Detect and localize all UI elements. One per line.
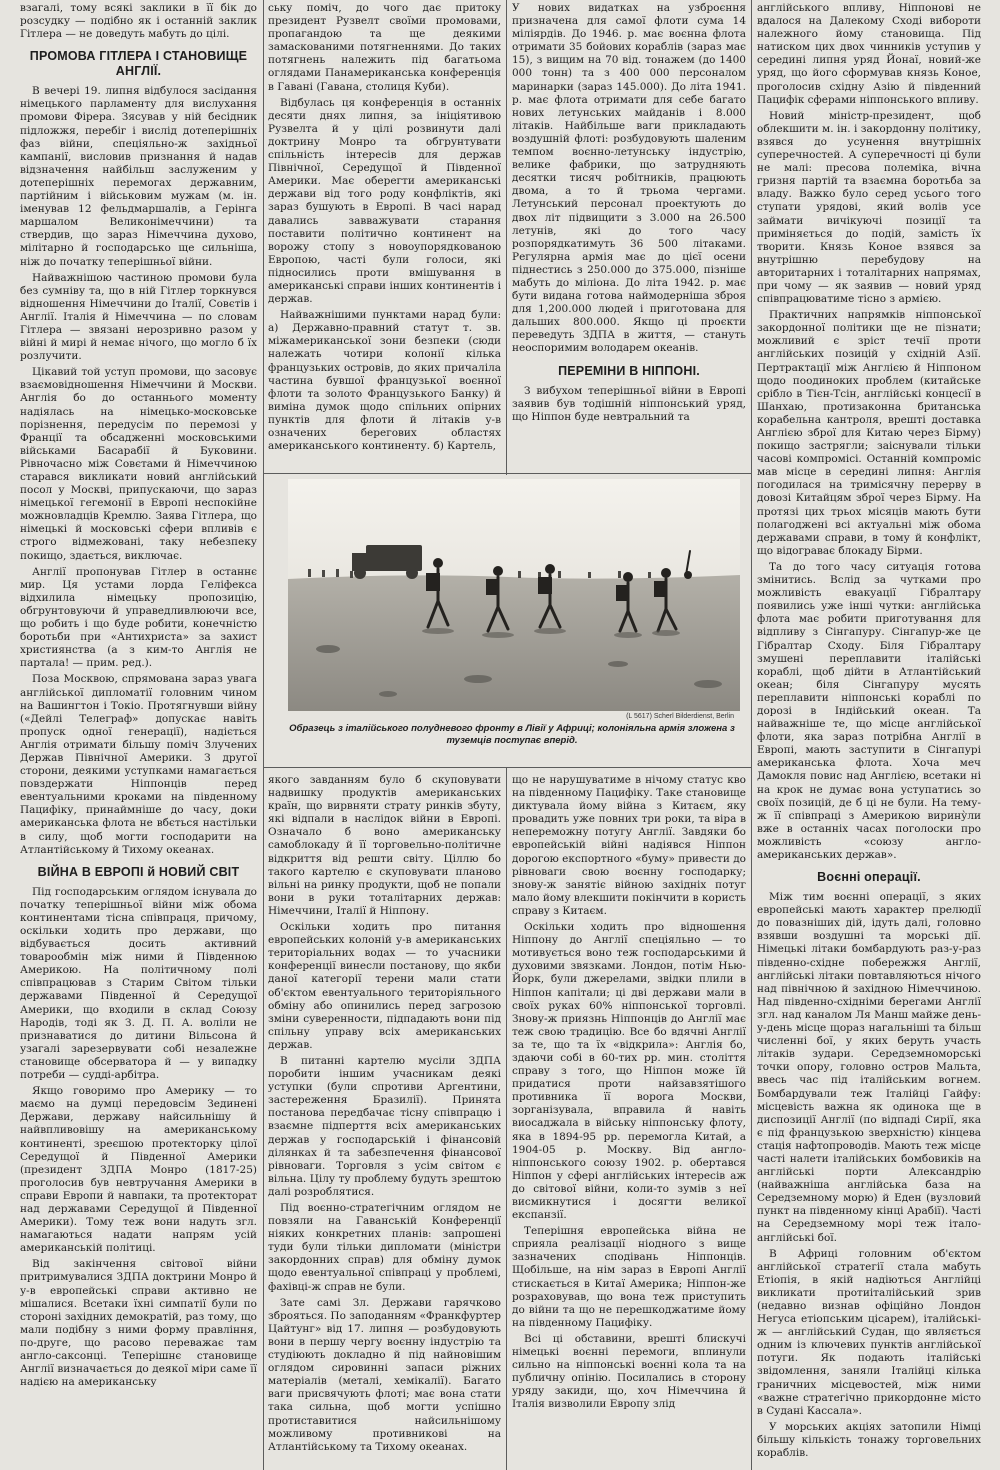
paragraph: Від закінчення світової війни притримувалися ЗДПА доктрини Монро й у-в европейські справи активно не мішалися. Всетаки їхні симпатії були по стороні західних демократій, раз тому, що мали подібну з ними форму правління, по-друге, що расово переважає там англо-саксонці. Теперішнє становище Англії визначається до деякої міри саме її надією на американську [20, 1258, 257, 1389]
column-rule [263, 0, 264, 1470]
paragraph: Якщо говоримо про Америку — то маємо на думці передовсім Зединені Держави, державу найсильнішу й найвпливовішу на американському континенті, зреєшою протекторку цілої Середущої й Південної Америки (президент ЗДПА Монро (1817-25) проголосив був невтручання Америки в справи Европи й навпаки, та протекторат над державами Середущої й Південної Америки). Тому теж вони надуть згл. намагаються надати напрям усій американській політиці. [20, 1085, 257, 1255]
paragraph: ську поміч, до чого дає притоку президент Рузвелт своїми промовами, пропагандою та ще деякими замаскованими потягненнями. До таких потягнень належить під багатьома оглядами Панамериканська конференція в Гавані (Гавана, столиця Куби). [268, 2, 501, 93]
section-heading: ПЕРЕМІНИ В НІППОНІ. [558, 363, 700, 378]
paragraph: Теперішня европейська війна не сприяла реалізації ніодного з вище зазначених сподівань Ніппонців. Щобільше, на нім зараз в Европі Англії стискається в Китаї Америка; Ніппон-же розраховував, що вона теж приступить до війни та що не перешкоджатиме йому на південному Пацифіку. [512, 1225, 746, 1329]
paragraph: Під воєнно-стратегічним оглядом не повзяли на Гаванській Конференції ніяких конкретних планів: запрошені туди були тільки дипломати (міністри закордонних справ) для обміну думок щодо евентуальної співпраці у проблемі, фахівці-ж справ не були. [268, 1202, 501, 1293]
desert-troops-photo [288, 479, 740, 711]
paragraph: Між тим воєнні операції, з яких европейські мають характер прелюдії до повазніших дій, ідуть далі, головно взявши воздушні та морські дії. Німецькі літаки бомбардують раз-у-раз південно-східне побережжя Англії, англійські літаки повтавляються нічого над північною й західною Німеччиною. Над південно-східніми берегами Англії згл. над каналом Ля Манш майже день-у-день місце щораз нагальніші та більш численні бої, у яких беруть участь літаків зудари. Середземноморські точки опору, головно остров Мальта, ввесь час під італійським вогнем. Бомбардували теж Італійці Гайфу: місцевість важна як одинока ще в диспозиції Англії (по відпаді Сирії, яка є під французькою зверхністю) кінцева стація нафтопроводів. Мають теж місце часті налети італійських бомбовиків на англійські порти Александрію (найважніша англійська база на Середземному морю) й Еден (вузловий пункт на південному кінці Арабії). Часті на Середземному морі теж італо-англійські бої. [757, 891, 981, 1244]
news-photo-block [268, 475, 756, 767]
paragraph: В вечері 19. липня відбулося засідання німецького парламенту для вислухання промови Фірера. Зясував у ній бесідник підложжя, перебіг і вислід дотеперішніх фаз війни, спеціяльно-ж західньої кампанії, висловив признання й надав відзначення найбільш заслуженим у дотеперішніх перемогах державним, партійним і військовим мужам (м. ін. іменував 12 фельдмаршалів, а Герінга маршалом Великонімеччини) та ствердив, що зараз Німеччина духово, мілітарно й господарсько ще сильніша, ніж до початку теперішньої війни. [20, 85, 257, 268]
paragraph: У морських акціях затопили Німці більшу кількість тонажу торговельних кораблів. [757, 1420, 981, 1460]
paragraph: Всі ці обставини, врешті блискучі німецькі воєнні перемоги, вплинули сильно на ніппонські воєнні кола та на публичну опінію. Посилались в сторону уряду закиди, що, хоч Німеччина й Італія визволили Европу злід [512, 1332, 746, 1411]
column-rule [506, 0, 507, 475]
paragraph: Практичних напрямків ніппонської закордонної політики ще не пізнати; можливий є зріст течії проти англійських позицій у східній Азії. Пертрактації між Англією й Ніппоном щодо поодиноких проблем (китайське срібло в Тієн-Тсін, англійські концесії в Шанхаю, протизаконна британська корабельна кантроля, врешті доставка Англією зброї для Китаю через Бірму) покищо застрягли; заіснували тільки часові компромісі. Останній компроміс мав місце в середині липня: Англія погодилася на тримісячну перерву в довозі Китайцям зброї через Бірму. На протязі цих трьох місяців мають бути полагоджені всі актуальні між обома державами справи, в тому й конфлікт, що відограває блокаду Бірми. [757, 309, 981, 557]
paragraph: Англії пропонував Гітлер в останнє мир. Ця устами лорда Геліфекса відхилила німецьку пропозицію, обгрунтовуючи й управедливлюючи все, що робить і що буде робити, конечністю боротьби при «Антихриста» за захист християнства (а з ким-то Англія не партала! — прим. ред.). [20, 565, 257, 670]
paragraph: В Африці головним об'єктом англійської стратегії стала мабуть Етіопія, в якій надіються Англійці викликати протиіталійський зрив (недавно визнав офіційно Лондон Негуса етіопським цісарем), італійські-ж — англійський Судан, що являється одним із ключевих пунктів англійської потуги. Як подають італійські звідомлення, заняли Італійці кілька граничних місцевостей, між ними «важне стратегічно прикордонне місто в Судані Кассала». [757, 1247, 981, 1417]
paragraph: У нових видатках на узброєння призначена для самої флоти сума 14 міліярдів. До 1946. р. має воєнна флота отримати 35 бойових кораблів (зараз має 15), з вищим на 70 від. тонажем (до 1400 000 тонн) та з 400 000 персоналом маринарки (зараз 145.000). До літа 1941. р. має флота отримати для себе багато нових летунських майданів і 8.000 літаків. Найбільше ваги прикладають воздушній флоті: розбудовують шаленим темпом воєнно-летунську індустрію, велике фабрики, що затрудняють десятки тисяч робітників, працюють двома, а то й трьома чергами. Летунський персонал проектують до двох літ підвищити з 3.000 на 26.500 летунів, які до того часу розпорядкатимуть 36 500 літаками. Регулярна армія має до цієї осени піднестись з 250.000 до 375.000, пізніше мабуть до міліона. До літа 1942. р. має бути видана готова наймодерніша зброя для 1,200.000 людей і приготована для дальших 800.000. Якщо ці проєкти переведуть ЗДПА в життя, — стануть неоспоримим володарем океанів. [512, 2, 746, 355]
column-3-top [512, 2, 746, 470]
photo-top-rule [264, 473, 751, 474]
paragraph: Під господарським оглядом існувала до початку теперішньої війни між обома континентами тісна співпраця, причому, оскільки ходить про держави, що відбувається досить активний товарообмін між ними й Південною Америкою. На політичному полі співпрацював з Старим Світом тільки державами Південної й Середущої Америки, що входили в склад Союзу Народів, тоді як З. Д. П. А. воліли не признаватися до дитини Вільсона й узагалі зарезервувати собі незалежне становище обсерватора й — у випадку потреби — судді-арбітра. [20, 885, 257, 1082]
column-4 [757, 2, 981, 1468]
paragraph: Зате самі Зл. Держави гарячково зброяться. По заподанням «Франкфуртер Цайтунг» від 17. липня — розбудовують вони в першу чергу воєнну індустрію та студіюють докладно й під найновішим оглядом сировинні запаси ріжних матеріалів (металі, хемікалії). Багато ваги присвячують флоті; має вона стати така сильна, щоб могти успішно протиставитися найсильнішому можливому противникові на Атлантійському та Тихому океанах. [268, 1296, 501, 1453]
photo-credit: (L 5617) Scherl Bilderdienst, Berlin [626, 713, 734, 720]
paragraph: Найважнішою частиною промови була без сумніву та, що в ній Гітлер торкнувся відношення Німеччини до Італії, Совєтів і Англії. Італія й Німеччина — по словам Гітлера — звязані нерозривно разом у війні й мирі й немає нічого, що могло б їх розлучити. [20, 271, 257, 363]
paragraph: Оскільки ходить про питання европейських колоній у-в американських територіальних водах — то учасники конференції винесли постанову, що якби даної категорії терени мали стати об'єктом евентуального територіяльного обміну або опинились перед загрозою зміни суверенности, підпадають вони під спільну управу всіх американських держав. [268, 921, 501, 1051]
paragraph: Новий міністр-президент, щоб облекшити м. ін. і закордонну політику, взявся до усунення внутрішніх суперечностей. А суперечності ці були не малі: пресова полеміка, вічна гризня партій та взаємна боротьба за владу. Важко було серед усього того ступати урядові, який волів усе займати вичікуючі позиції та приміняється до подій, замість їх творити. Князь Коное взявся за внутрішню перебудову на авторитарних і тоталітарних напрямах, при чому — як заявив — новий уряд співпрацюватиме тісно з армією. [757, 109, 981, 306]
column-3-bottom [512, 774, 746, 1468]
column-rule [506, 768, 507, 1470]
photo-caption: Образець з італійського полудневого фронту в Лівії у Африці; колоніяльна армія зложена з туземців поступає вперід. [289, 723, 735, 746]
paragraph: Найважнішими пунктами нарад були: а) Державно-правний статут т. зв. міжамериканської зони безпеки (сюди належать чотири колонії кілька французьких островів, до яких причаліла частина бувшої французької воєнної флоти та золото Французького Банку) й виміна думок щодо спільних опірних пунктів для флоти й літаків у-в означених берегових областях американського континенту. б) Картель, [268, 309, 501, 453]
paragraph: Оскільки ходить про відношення Ніппону до Англії спеціяльно — то мотивується воно теж господарськими й духовими звязками. Лондон, потім Нью-Йорк, були джерелами, звідки плили в Ніппон капітали; ці дві держави мали в своїх руках 60% ніппонської торговлі. Знову-ж приязнь Ніппонців до Англії має теж свою традицію. Все бо вдячні Англії за те, що та їх «відкрила»: Англія бо, здаючи собі в 60-тих рр. мин. століття справу з того, що Ніппон може їй придатися проти найзавзятішого противника її ворога Москви, зорганізувала, вправила й навіть виосаджала в війську ніппонську флоту, яка в 1894-95 рр. перемогла Китай, а 1904-05 р. Москву. Від англо-ніппонського союзу 1902. р. обертався Ніппон у сфері англійських інтересів аж до світової війни, коли-то зумів з неї висмикнутися і досягти великої експанзії. [512, 921, 746, 1222]
paragraph: взагалі, тому всякі заклики в її бік до розсудку — подібно як і останній заклик Гітлера — не доведуть мабуть до цілі. [20, 2, 257, 41]
column-2-top [268, 2, 501, 470]
paragraph: Та до того часу ситуація готова змінитись. Вслід за чутками про можливість евакуації Гібралтару появились уже інші чутки: англійська флота має робити приготування для відпливу з Сінгапуру. Сінгапур-же це Гібралтар Сходу. Біля Гібралтару змушені переплавити італійські кораблі, щоб дійти в Атлантійський океан; біля Сінгапуру мусять переплавити ніппонські кораблі по дорозі в Індійський океан. Та найважніше те, що місце англійської флоти, яка зараз потрібна Англії в Европі, мають заступити в Сінгапурі американська флота. Хоча меч Дамокля повис над Англією, всетаки ні на крок не думає вона уступатись зо своїх позицій, де б ці не були. На тему-ж її співпраці з Америкою вирину̀ли вже в останніх часах поголоски про можливість «союзу англо-американських держав». [757, 560, 981, 861]
paragraph: В питанні картелю мусіли ЗДПА поробити іншим учасникам деякі уступки (були спротиви Аргентини, застереження Бразилії). Принята постанова передбачає тісну співпрацю і взаємне підперття всіх американських держав у господарській і фінансовій ділянках й та забезпечення фінансової рівноваги. Торговля з усім світом є вільна. Цілу ту проблему будуть зрештою далі розроблятися. [268, 1054, 501, 1198]
column-1 [20, 2, 257, 1468]
section-heading: Воєнні операції. [817, 870, 921, 885]
photo-illustration [288, 479, 740, 711]
paragraph: що не нарушуватиме в нічому статус кво на південному Пацифіку. Таке становище диктувала йому війна з Китаєм, яку провадить уже повних три роки, та віра в непереможну потугу Англії. Завдяки бо европейській війні надіявся Ніппон дорогою експортного «буму» привести до рівноваги свою воєнну господарку; знову-ж занятіє війною західніх потуг мало йому влекшити покінчити в користь справу з Китаєм. [512, 774, 746, 917]
paragraph: З вибухом теперішньої війни в Европі заявив був тодішній ніппонський уряд, що Ніппон буде невтральний та [512, 384, 746, 423]
paragraph: англійського впливу, Ніппонові не вдалося на Далекому Сході вибороти належного йому становища. Під натиском цих двох чинників уступив у середині липня уряд Йонаї, новий-же уряд, що його сформував князь Коное, проголосив східну Азію й південний Пацифік сферами ніппонського впливу. [757, 2, 981, 106]
paragraph: Цікавий той уступ промови, що засовує взаємовідношення Німеччини й Москви. Англія бо до останнього моменту надіялась на німецько-московське порізнення, передусім по перемозі у Франції та обсадженні московськими військами Басарабії й Буковини. Рівночасно між Совєтами й Німеччиною старався викликати новий англійський посол у Москві, припускаючи, що зараз німецької гегемонії в Европі неспокійне можновладців Кремлю. Заява Гітлера, що німецькі й московські сфери впливів є строго відмежовані, таку небезпеку покищо, здається, виключає. [20, 366, 257, 562]
column-2-bottom [268, 774, 501, 1468]
photo-bottom-rule [264, 767, 751, 768]
section-heading: ВІЙНА В ЕВРОПІ й НОВИЙ СВІТ [37, 864, 240, 879]
paragraph: Поза Москвою, спрямована зараз увага англійської дипломатії головним чином на Вашингтон і Токіо. Протягнувши війну («Дейлі Телеграф» допускає навіть пропуск одної генерації), надіється Англія отримати більшу поміч Злучених Держав Північної Америки. З другої сторони, деякими уступками намагається повздержати Ніппонців перед евентуальними кроками на південному Пацифіку, принаймніше до часу, доки американська флота не вбється настільки в силу, щоб могти господарити на Атлантійському й Тихому океанах. [20, 673, 257, 856]
paragraph: Відбулась ця конференція в останніх десяти днях липня, за ініціятивою Рузвелта й у цілі розвинути далі доктрину Монро та обгрунтувати спільність інтересів для держав Північної, Середущої й Південної Америки. Має оберегти американські держави від того роду конфліктів, які зараз бушують в Европі. В часі нарад давались завважувати старання поставити політично континент на ворожу стопу з новоупорядкованою Европою, часті були голоси, які підносились проти вмішування в американські справи інших континентів і держав. [268, 96, 501, 306]
section-heading: ПРОМОВА ГІТЛЕРА І СТАНОВИЩЕ АНГЛІЇ. [29, 49, 248, 79]
paragraph: якого завданням було б скуповувати надвишку продуктів американських країн, що вирвняти страту ринків збуту, які відпали в наслідок війни в Европі. Означало б воно американську самоблокаду й її торговельно-політичне відкриття від решти світу. Ціллю бо такого картелю є скуповувати планово вільні на ринку продукти, щоб не попали вони в руки тоталітарних держав: Німеччини, Італії й Ніппону. [268, 774, 501, 917]
